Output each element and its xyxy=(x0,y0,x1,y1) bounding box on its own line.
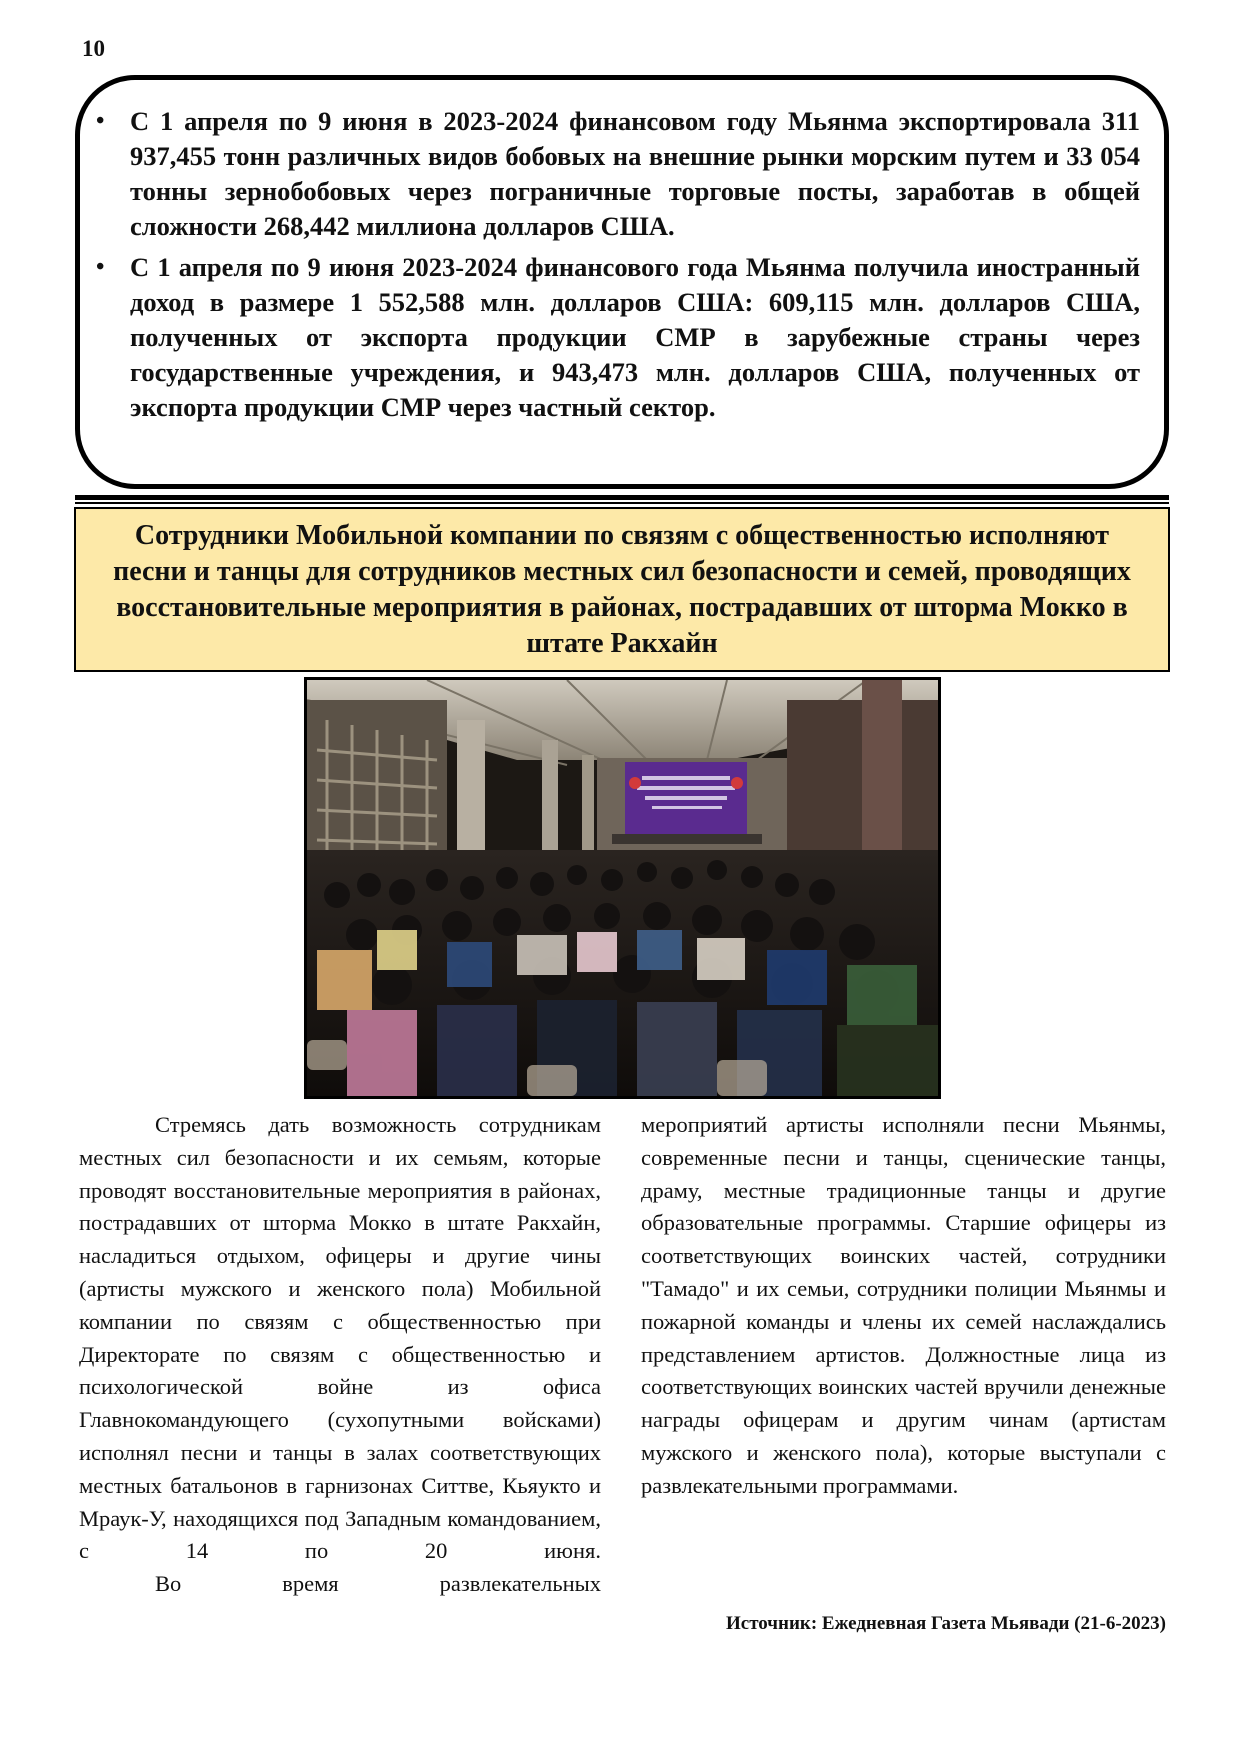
article-column-left xyxy=(79,1109,601,1601)
article-paragraph: Стремясь дать возможность сотрудникам местных сил безопасности и их семьям, которые проводят восстановительные мероприятия в районах, пострадавших от шторма Мокко в штате Ракхайн, насладиться отдыхом, офицеры и другие чины (артисты мужского и женского пола) Мобильной компании по связям с общественностью при Директорате по связям с общественностью и психологической войне из офиса Главнокомандующего (сухопутными войсками) исполнял песни и танцы в залах соответствующих местных батальонов в гарнизонах Ситтве, Кьяукто и Мраук-У, находящихся под Западным командованием, с 14 по 20 июня. xyxy=(79,1112,601,1564)
key-facts-list xyxy=(130,104,1140,431)
section-divider-thin xyxy=(75,502,1169,504)
event-photo-audience-stage xyxy=(307,680,938,1096)
section-divider xyxy=(75,495,1169,500)
key-fact-item: • С 1 апреля по 9 июня 2023-2024 финансового года Мьянма получила иностранный доход в размере 1 552,588 млн. долларов США: 609,115 млн. долларов США, полученных от экспорта продукции СМР в зарубежные страны через государственные учреждения, и 943,473 млн. долларов США, полученных от экспорта продукции СМР через частный сектор. xyxy=(130,250,1140,425)
headline-box xyxy=(74,507,1170,672)
article-column-right xyxy=(641,1109,1166,1503)
article-photo xyxy=(304,677,941,1099)
article-paragraph: Во время развлекательных xyxy=(155,1571,601,1597)
article-paragraph: мероприятий артисты исполняли песни Мьянмы, современные песни и танцы, сценические танцы, драму, местные традиционные танцы и другие образовательные программы. Старшие офицеры из соответствующих воинских частей, сотрудники "Тамадо" и их семьи, сотрудники полиции Мьянмы и пожарной команды и члены их семей наслаждались представлением артистов. Должностные лица из соответствующих воинских частей вручили денежные награды офицерам и другим чинам (артистам мужского и женского пола), которые выступали с развлекательными программами. xyxy=(641,1112,1166,1498)
page-number: 10 xyxy=(82,36,105,61)
article-headline: Сотрудники Мобильной компании по связям с общественностью исполняют песни и танцы для сотрудников местных сил безопасности и семей, проводящих восстановительные мероприятия в районах, пострадавших от шторма Мокко в штате Ракхайн xyxy=(113,519,1131,659)
source-credit: Источник: Ежедневная Газета Мьявади (21-6-2023) xyxy=(726,1613,1166,1634)
key-fact-item: • С 1 апреля по 9 июня в 2023-2024 финансовом году Мьянма экспортировала 311 937,455 тонн различных видов бобовых на внешние рынки морским путем и 33 054 тонны зернобобовых через пограничные торговые посты, заработав в общей сложности 268,442 миллиона долларов США. xyxy=(130,104,1140,244)
